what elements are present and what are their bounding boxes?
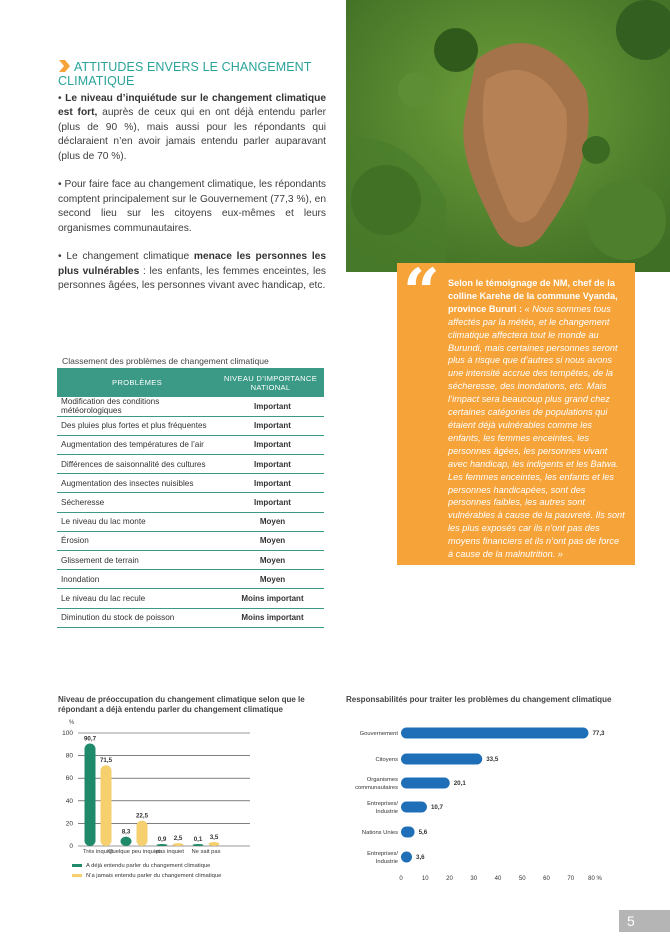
problem-cell: Sécheresse xyxy=(57,493,217,512)
chart1-ytick-label: 40 xyxy=(65,797,73,805)
level-cell: Moyen xyxy=(217,531,324,550)
intro-p3-rest: : les enfants, les femmes enceintes, les personnes âgées, les personnes vivant avec handicap, etc. xyxy=(58,265,326,292)
chart2-bar xyxy=(401,754,482,765)
chart1-bar xyxy=(101,765,112,846)
chart2-category-label: Entreprises/ xyxy=(367,801,398,807)
problem-cell: Augmentation des insectes nuisibles xyxy=(57,474,217,493)
intro-paragraph-1: • Le niveau d’inquiétude sur le changement climatique est fort, auprès de ceux qui en ont déjà entendu parler (plus de 90 %), mais aussi pour les répondants qui déclaraient n’en avoir jamais entendu parler auparavant (plus de 70 %). xyxy=(58,93,326,162)
chart1-bar xyxy=(85,744,96,846)
quote-text-2: Les femmes enceintes, les enfants et les personnes handicapées, sont des personnes faibles, les autres sont vulnérables à cause de la pauvreté. Ils sont les plus exposés car ils n’ont pas des moyens financiers et ils n’ont pas de force à cause de la malnutrition. » xyxy=(448,471,625,560)
chart2-category-label: Citoyens xyxy=(375,757,398,763)
level-cell: Moins important xyxy=(217,589,324,608)
chart2-category-label: Industrie xyxy=(375,859,398,865)
intro-p1-bold: Le niveau d’inquiétude sur le changement climatique est fort, xyxy=(58,93,326,119)
level-cell: Important xyxy=(217,416,324,435)
problem-cell: Différences de saisonnalité des cultures xyxy=(57,455,217,474)
col-header-problems: PROBLÈMES xyxy=(57,368,217,397)
chart1-data-label: 22,5 xyxy=(135,812,149,820)
chart1-ytick-label: 0 xyxy=(69,843,73,850)
chart2-bar xyxy=(401,827,415,838)
chart1-ytick-label: 100 xyxy=(62,730,73,737)
chart1-bar xyxy=(173,843,184,846)
chart1-bar xyxy=(137,821,148,846)
chart1-data-label: 0,1 xyxy=(193,836,203,843)
chart1-data-label: 3,5 xyxy=(209,834,219,842)
chart2-title: Responsabilités pour traiter les problèmes du changement climatique xyxy=(346,695,612,704)
quote-mark-icon: “ xyxy=(403,255,440,330)
level-cell: Moins important xyxy=(217,608,324,627)
chart1-data-label: 71,5 xyxy=(99,757,113,765)
level-cell: Important xyxy=(217,397,324,416)
problem-cell: Diminution du stock de poisson xyxy=(57,608,217,627)
chart2-bar xyxy=(401,852,412,863)
chart1-ytick-label: 60 xyxy=(65,775,73,783)
problem-cell: Le niveau du lac monte xyxy=(57,512,217,531)
problem-cell: Le niveau du lac recule xyxy=(57,589,217,608)
chart1-category-label: Très inquiet xyxy=(82,849,114,855)
col-header-level: NIVEAU D’IMPORTANCE NATIONAL xyxy=(217,368,324,397)
chart1-ytick-label: 20 xyxy=(65,820,73,828)
chart2-xtick-label: 0 xyxy=(399,876,403,882)
level-cell: Moyen xyxy=(217,570,324,589)
quote-text: « Nous sommes tous affectés par la météo, et le changement climatique affectera tout le monde au Burundi, mais certaines personnes seront plus à risque que d’autres si nous avons une intensité accrue des tempêtes, de la sécheresse, des inondations, etc. Mais l’impact sera beaucoup plus grand chez certaines catégories de populations qui étaient déjà vulnérables comme les enfants, les femmes enceintes, les personnes âgées, les personnes vivant avec handicap, les indigents et les Batwa. xyxy=(448,303,619,469)
problem-cell: Glissement de terrain xyxy=(57,551,217,570)
chart1-bar xyxy=(193,844,204,846)
intro-p1-rest: auprès de ceux qui en ont déjà entendu parler (plus de 90 %), mais aussi pour les répondants qui déclaraient n’en avoir jamais entendu parler auparavant (plus de 70 %). xyxy=(58,107,326,162)
intro-p3-bold: menace les personnes les plus vulnérables xyxy=(58,251,327,277)
chart2-xtick-label: 80 % xyxy=(588,876,602,882)
quote-lead: Selon le témoignage de NM, chef de la colline Karehe de la commune Vyanda, province Bururi : xyxy=(448,278,618,314)
chart1-category-label: pas inquiet xyxy=(155,849,185,855)
chart1-legend-swatch xyxy=(72,864,82,867)
chart2-xtick-label: 70 xyxy=(567,876,575,882)
chart1-title: Niveau de préoccupation du changement climatique selon que le répondant a déjà entendu parler du changement climatique xyxy=(58,695,305,714)
chart1-bar xyxy=(157,844,168,846)
level-cell: Important xyxy=(217,493,324,512)
chart1-legend-label: A déjà entendu parler du changement climatique xyxy=(86,863,211,869)
section-title-text: ATTITUDES ENVERS LE CHANGEMENT CLIMATIQUE xyxy=(58,60,312,88)
chart2-bar xyxy=(401,802,427,813)
chart2-xtick-label: 20 xyxy=(446,876,453,882)
chart2-data-label: 77,3 xyxy=(592,730,605,737)
level-cell: Moyen xyxy=(217,512,324,531)
chart1-ylabel: % xyxy=(69,720,75,726)
chart2-bar xyxy=(401,778,450,789)
chart2-xtick-label: 10 xyxy=(421,876,429,882)
problem-cell: Augmentation des températures de l’air xyxy=(57,435,217,454)
chart1-legend-swatch xyxy=(72,874,82,877)
chart1-data-label: 90,7 xyxy=(83,735,97,743)
chart2-category-label: communautaires xyxy=(355,785,398,791)
intro-p3-start: Le changement climatique xyxy=(66,251,194,263)
chart1-bar xyxy=(121,837,132,846)
chart2-data-label: 10,7 xyxy=(430,804,443,811)
chart2-category-label: Nations Unies xyxy=(361,830,398,836)
level-cell: Important xyxy=(217,455,324,474)
level-cell: Moyen xyxy=(217,551,324,570)
problem-cell: Inondation xyxy=(57,570,217,589)
chart2-data-label: 33,5 xyxy=(486,756,499,763)
chart1-data-label: 8,3 xyxy=(121,828,131,836)
intro-paragraph-2: • Pour faire face au changement climatique, les répondants comptent principalement sur le Gouvernement (77,3 %), en second lieu sur les citoyens eux-mêmes et leurs organismes communautaires. xyxy=(58,179,326,234)
chart2-data-label: 3,6 xyxy=(416,854,425,861)
chart1-category-label: Quelque peu inquiet xyxy=(108,849,160,855)
intro-p2: Pour faire face au changement climatique, les répondants comptent principalement sur le Gouvernement (77,3 %), en second lieu sur les citoyens eux-mêmes et leurs organismes communautaires. xyxy=(58,179,326,234)
level-cell: Important xyxy=(217,474,324,493)
chart2-xtick-label: 50 xyxy=(518,876,526,882)
problem-cell: Érosion xyxy=(57,531,217,550)
level-cell: Important xyxy=(217,435,324,454)
chart2-bar xyxy=(401,728,588,739)
table-caption: Classement des problèmes de changement climatique xyxy=(62,356,269,366)
chart2-xtick-label: 30 xyxy=(470,876,478,882)
chart2-category-label: Entreprises/ xyxy=(367,851,398,857)
chart2-data-label: 20,1 xyxy=(453,780,466,787)
chart1-bar xyxy=(209,842,220,846)
chart2-category-label: Organismes xyxy=(366,777,398,783)
intro-paragraph-3: • Le changement climatique menace les personnes les plus vulnérables : les enfants, les femmes enceintes, les personnes âgées, les personnes vivant avec handicap, etc. xyxy=(58,251,327,292)
chart2-xtick-label: 40 xyxy=(494,876,502,882)
problem-cell: Modification des conditions météorologiques xyxy=(57,397,217,416)
problem-cell: Des pluies plus fortes et plus fréquentes xyxy=(57,416,217,435)
chart1-data-label: 2,5 xyxy=(173,835,183,843)
page-number: 5 xyxy=(619,910,670,932)
chart1-category-label: Ne sait pas xyxy=(191,849,221,855)
chart2-xtick-label: 60 xyxy=(543,876,550,882)
chart1-legend-label: N’a jamais entendu parler du changement climatique xyxy=(86,873,222,879)
chart2-data-label: 5,6 xyxy=(418,829,428,836)
chart2-category-label: Gouvernement xyxy=(359,731,398,737)
chart1-data-label: 0,9 xyxy=(157,836,167,843)
chart1-ytick-label: 80 xyxy=(65,752,73,760)
chart2-category-label: Industrie xyxy=(375,809,398,815)
